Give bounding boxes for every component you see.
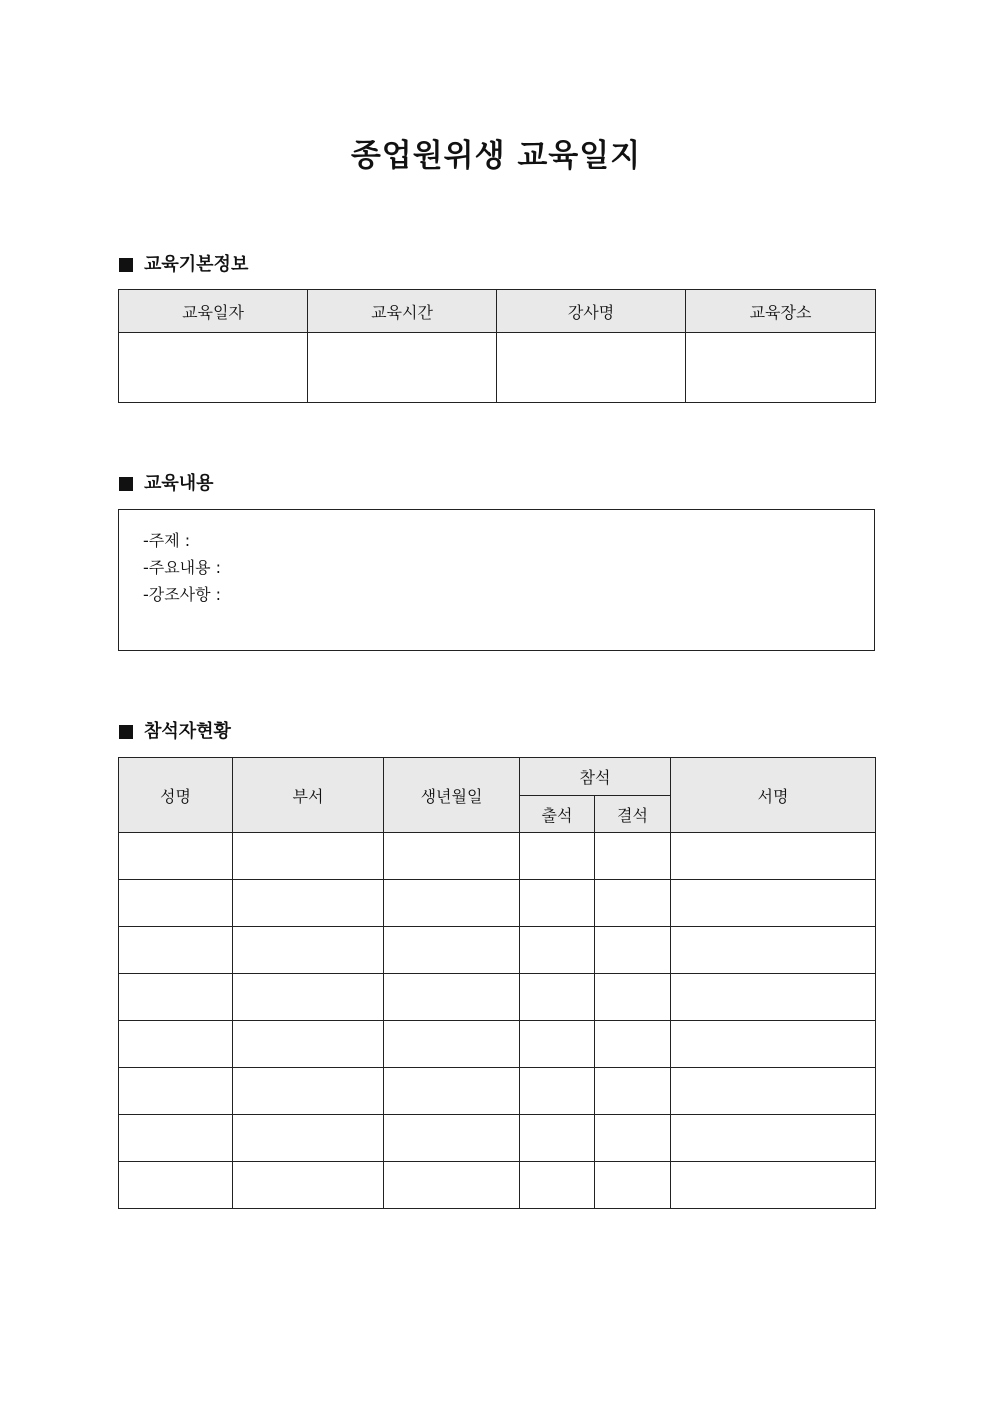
header-cell-instructor-name: 강사명 bbox=[497, 290, 686, 333]
present-field[interactable] bbox=[520, 1162, 595, 1209]
department-field[interactable] bbox=[233, 1068, 384, 1115]
present-field[interactable] bbox=[520, 1115, 595, 1162]
header-cell-education-place: 교육장소 bbox=[686, 290, 876, 333]
present-field[interactable] bbox=[520, 880, 595, 927]
absent-field[interactable] bbox=[595, 880, 671, 927]
department-field[interactable] bbox=[233, 927, 384, 974]
birthdate-field[interactable] bbox=[384, 1021, 520, 1068]
absent-field[interactable] bbox=[595, 927, 671, 974]
attendance-row bbox=[119, 880, 876, 927]
department-field[interactable] bbox=[233, 833, 384, 880]
education-content-box[interactable] bbox=[118, 509, 875, 651]
header-cell-signature: 서명 bbox=[671, 758, 876, 833]
page-title: 종업원위생 교육일지 bbox=[350, 138, 642, 174]
signature-field[interactable] bbox=[671, 833, 876, 880]
name-field[interactable] bbox=[119, 833, 233, 880]
birthdate-field[interactable] bbox=[384, 927, 520, 974]
attendance-row bbox=[119, 974, 876, 1021]
signature-field[interactable] bbox=[671, 974, 876, 1021]
absent-field[interactable] bbox=[595, 833, 671, 880]
section-heading-attendance bbox=[119, 720, 231, 744]
birthdate-field[interactable] bbox=[384, 1162, 520, 1209]
square-bullet-icon bbox=[119, 258, 133, 272]
attendance-header-row bbox=[119, 758, 876, 796]
signature-field[interactable] bbox=[671, 1068, 876, 1115]
name-field[interactable] bbox=[119, 1162, 233, 1209]
present-field[interactable] bbox=[520, 1021, 595, 1068]
attendance-row bbox=[119, 1162, 876, 1209]
section-heading-label: 교육기본정보 bbox=[144, 254, 249, 275]
birthdate-field[interactable] bbox=[384, 880, 520, 927]
attendance-row bbox=[119, 833, 876, 880]
absent-field[interactable] bbox=[595, 1115, 671, 1162]
name-field[interactable] bbox=[119, 1068, 233, 1115]
instructor-name-field[interactable] bbox=[497, 333, 686, 403]
department-field[interactable] bbox=[233, 1162, 384, 1209]
attendance-row bbox=[119, 1115, 876, 1162]
absent-field[interactable] bbox=[595, 1068, 671, 1115]
attendance-row bbox=[119, 1021, 876, 1068]
name-field[interactable] bbox=[119, 974, 233, 1021]
birthdate-field[interactable] bbox=[384, 974, 520, 1021]
department-field[interactable] bbox=[233, 974, 384, 1021]
absent-field[interactable] bbox=[595, 1021, 671, 1068]
basic-info-header-row bbox=[119, 290, 876, 333]
education-place-field[interactable] bbox=[686, 333, 876, 403]
signature-field[interactable] bbox=[671, 1115, 876, 1162]
square-bullet-icon bbox=[119, 477, 133, 491]
content-lines bbox=[143, 527, 221, 608]
section-heading-label: 참석자현황 bbox=[144, 721, 231, 742]
absent-field[interactable] bbox=[595, 1162, 671, 1209]
signature-field[interactable] bbox=[671, 1162, 876, 1209]
present-field[interactable] bbox=[520, 833, 595, 880]
name-field[interactable] bbox=[119, 880, 233, 927]
header-cell-birthdate: 생년월일 bbox=[384, 758, 520, 833]
section-heading-content bbox=[119, 472, 214, 496]
header-cell-department: 부서 bbox=[233, 758, 384, 833]
content-line-topic: -주제 : bbox=[143, 531, 191, 550]
header-cell-present: 출석 bbox=[520, 796, 595, 833]
education-date-field[interactable] bbox=[119, 333, 308, 403]
header-cell-education-time: 교육시간 bbox=[308, 290, 497, 333]
basic-info-entry-row bbox=[119, 333, 876, 403]
header-cell-education-date: 교육일자 bbox=[119, 290, 308, 333]
name-field[interactable] bbox=[119, 927, 233, 974]
absent-field[interactable] bbox=[595, 974, 671, 1021]
signature-field[interactable] bbox=[671, 927, 876, 974]
education-time-field[interactable] bbox=[308, 333, 497, 403]
square-bullet-icon bbox=[119, 725, 133, 739]
header-cell-absent: 결석 bbox=[595, 796, 671, 833]
birthdate-field[interactable] bbox=[384, 1068, 520, 1115]
content-line-main-content: -주요내용 : bbox=[143, 558, 222, 577]
signature-field[interactable] bbox=[671, 880, 876, 927]
birthdate-field[interactable] bbox=[384, 833, 520, 880]
present-field[interactable] bbox=[520, 1068, 595, 1115]
basic-info-table bbox=[118, 289, 876, 403]
birthdate-field[interactable] bbox=[384, 1115, 520, 1162]
header-cell-name: 성명 bbox=[119, 758, 233, 833]
attendance-row bbox=[119, 927, 876, 974]
section-heading-label: 교육내용 bbox=[144, 473, 214, 494]
department-field[interactable] bbox=[233, 1021, 384, 1068]
attendance-table bbox=[118, 757, 876, 1209]
signature-field[interactable] bbox=[671, 1021, 876, 1068]
header-cell-attendance: 참석 bbox=[520, 758, 671, 796]
name-field[interactable] bbox=[119, 1115, 233, 1162]
section-heading-basic-info bbox=[119, 253, 248, 277]
present-field[interactable] bbox=[520, 927, 595, 974]
name-field[interactable] bbox=[119, 1021, 233, 1068]
department-field[interactable] bbox=[233, 1115, 384, 1162]
attendance-row bbox=[119, 1068, 876, 1115]
department-field[interactable] bbox=[233, 880, 384, 927]
content-line-emphasis: -강조사항 : bbox=[143, 585, 222, 604]
present-field[interactable] bbox=[520, 974, 595, 1021]
